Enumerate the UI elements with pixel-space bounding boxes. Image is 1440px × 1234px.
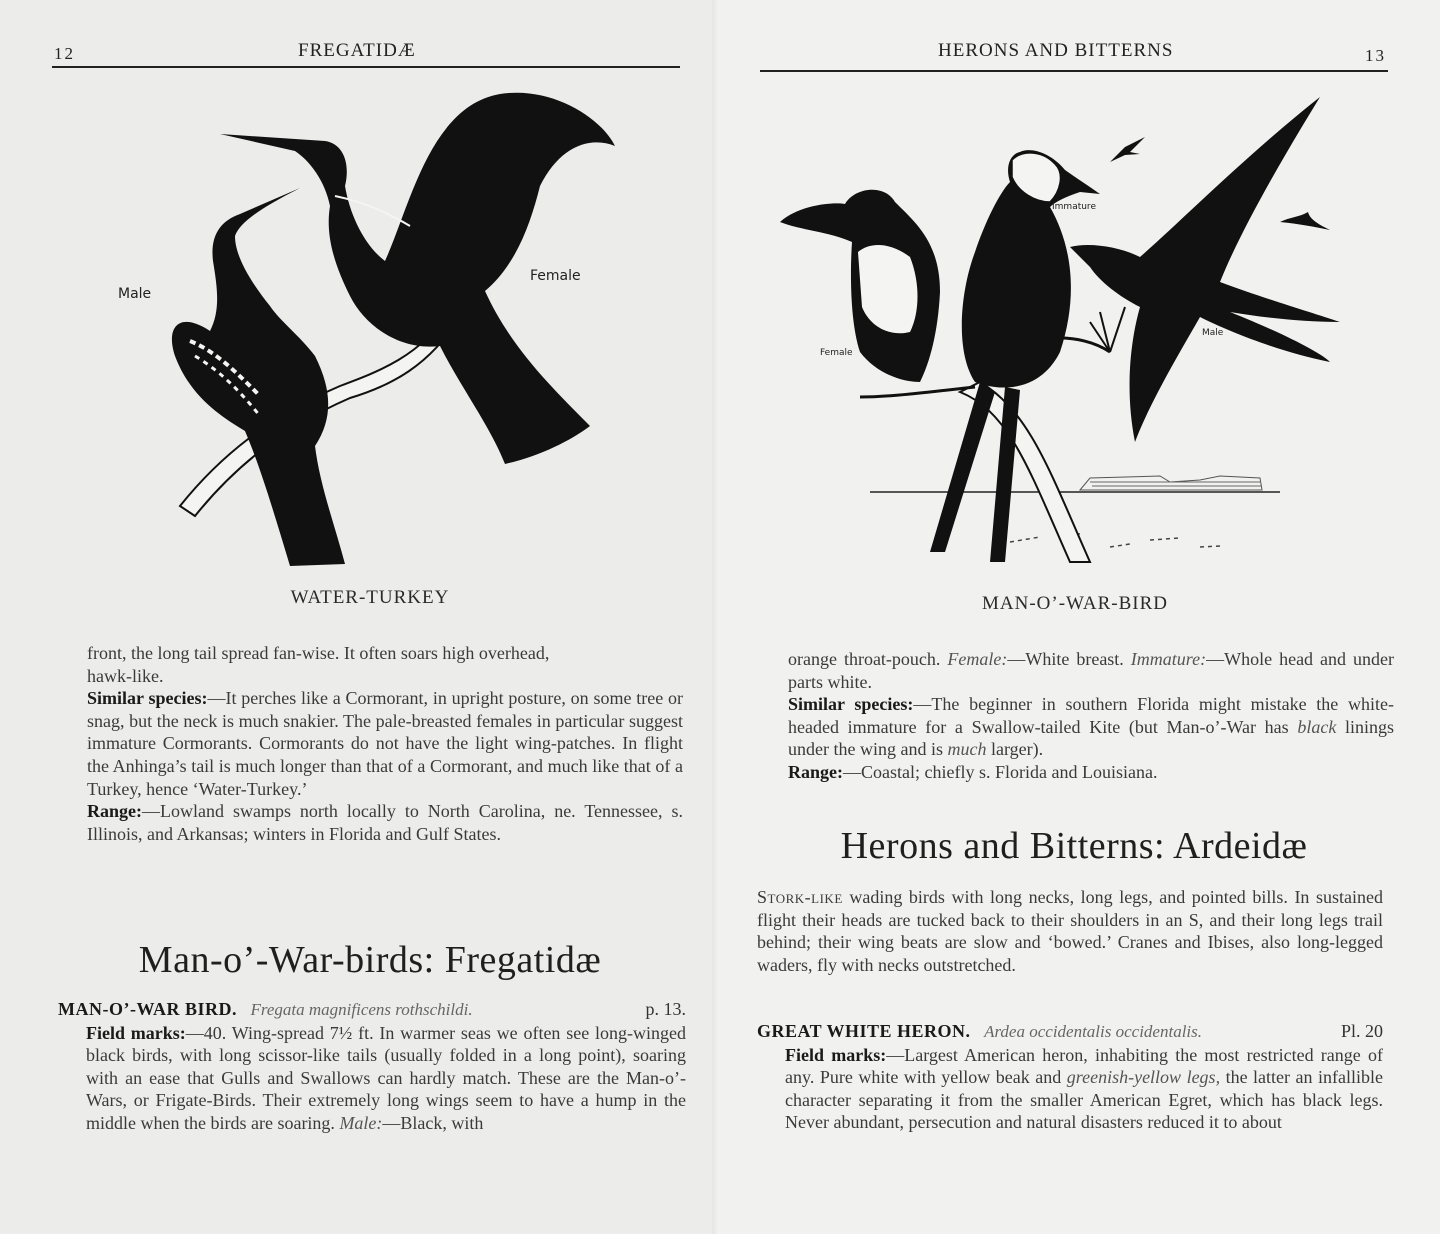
right-upper-text (788, 648, 1394, 784)
field-marks-label: Field marks: (86, 1022, 186, 1043)
male-frigatebird-flying (1070, 97, 1340, 442)
continuation-line1: front, the long tail spread fan-wise. It often soars high overhead, (87, 643, 550, 663)
similar-species-paragraph (87, 687, 683, 800)
range-paragraph (87, 800, 683, 845)
heron-field-marks: Field marks:—Largest American heron, inhabiting the most restricted range of any. Pure white with yellow beak and greenish-yellow legs, the latter an infallible character separating it from the smaller American Egret, which has black legs. Never abundant, persecution and natural disasters reduced it to about (785, 1044, 1383, 1133)
entry-man-o-war (58, 998, 686, 1135)
running-head-right: HERONS AND BITTERNS (938, 40, 1174, 61)
caption-water-turkey: WATER-TURKEY (290, 587, 450, 608)
continuation-paragraph: orange throat-pouch. Female:—White breast. Immature:—Whole head and under parts white. (788, 649, 1394, 692)
entry-great-white-heron (757, 1020, 1383, 1134)
fraction: ½ (338, 1022, 353, 1043)
right-page (720, 0, 1440, 1234)
ardeidae-intro (757, 886, 1383, 976)
distant-island (1080, 476, 1262, 490)
running-head-left: FREGATIDÆ (298, 40, 416, 61)
similar-species-text: —It perches like a Cormorant, in upright posture, on some tree or snag, but the neck is much snakier. The pale-breasted females in particular suggest immature Cormorants. Cormorants do not have the light wing-patches. In flight the Anhinga’s tail is much longer than that of a Cormorant, and much like that of a Turkey, hence ‘Water-Turkey.’ (87, 688, 683, 799)
heron-plate-ref: Pl. 20 (1340, 1021, 1383, 1041)
distant-frigatebird-1 (1110, 137, 1145, 162)
entry-scientific-name: Fregata magnificens rothschildi. (250, 1000, 473, 1019)
entry-page-ref: p. 13. (645, 999, 686, 1019)
label-female: Female (530, 268, 581, 284)
left-upper-text (87, 642, 683, 845)
entry-name: MAN-O’-WAR BIRD. (58, 999, 237, 1019)
water-turkey-illustration (110, 86, 630, 586)
section-title-ardeidae: Herons and Bitterns: Ardeidæ (840, 825, 1308, 867)
page-number-left: 12 (54, 44, 75, 63)
range-paragraph-right: Range:—Coastal; chiefly s. Florida and Louisiana. (788, 761, 1158, 782)
header-rule-right (760, 70, 1388, 72)
male-label: Male: (339, 1112, 383, 1133)
distant-frigatebird-2 (1280, 212, 1330, 230)
heron-scientific-name: Ardea occidentalis occidentalis. (984, 1022, 1203, 1041)
label-male: Male (118, 286, 152, 302)
label-male-frigate: Male (1202, 328, 1224, 338)
caption-man-o-war: MAN-O’-WAR-BIRD (982, 593, 1168, 614)
range-label: Range: (87, 801, 142, 822)
intro-text: wading birds with long necks, long legs, and pointed bills. In sustained flight their heads are tucked back to their shoulders in an S, and their long legs trail behind; their wing beats are slow and ‘bowed.’ Cranes and Ibises, also long-legged waders, fly with necks outstretched. (757, 887, 1383, 975)
field-marks-paragraph: Field marks:—40. Wing-spread 7½ ft. In warmer seas we often see long-winged black birds, with long scissor-like tails (usually folded in a long point), soaring with an ease that Gulls and Swallows can hardly match. These are the Man-o’-Wars, or Frigate-Birds. Their extremely long wings seem to have a hump in the middle when the birds are soaring. Male:—Black, with (86, 1022, 686, 1133)
section-title-fregatidae: Man-o’-War-birds: Fregatidæ (138, 939, 602, 981)
range-text: —Lowland swamps north locally to North Carolina, ne. Tennessee, s. Illinois, and Arkansas; winters in Florida and Gulf States. (87, 801, 683, 844)
similar-species-paragraph-right: Similar species:—The beginner in southern Florida might mistake the white-headed immature for a Swallow-tailed Kite (but Man-o’-War has black linings under the wing and is much larger). (788, 694, 1394, 760)
forked-tail (930, 382, 1020, 562)
page-number-right: 13 (1365, 46, 1386, 65)
header-rule-left (52, 66, 680, 68)
label-female-frigate: Female (820, 348, 853, 358)
label-immature: Immature (1052, 202, 1096, 212)
continuation-line2: hawk-like. (87, 665, 164, 686)
entry-head (58, 998, 686, 1022)
man-o-war-illustration (780, 92, 1380, 572)
intro-lead: Stork-like (757, 887, 843, 907)
heron-entry-name: GREAT WHITE HERON. (757, 1021, 971, 1041)
similar-species-label: Similar species: (87, 688, 208, 709)
